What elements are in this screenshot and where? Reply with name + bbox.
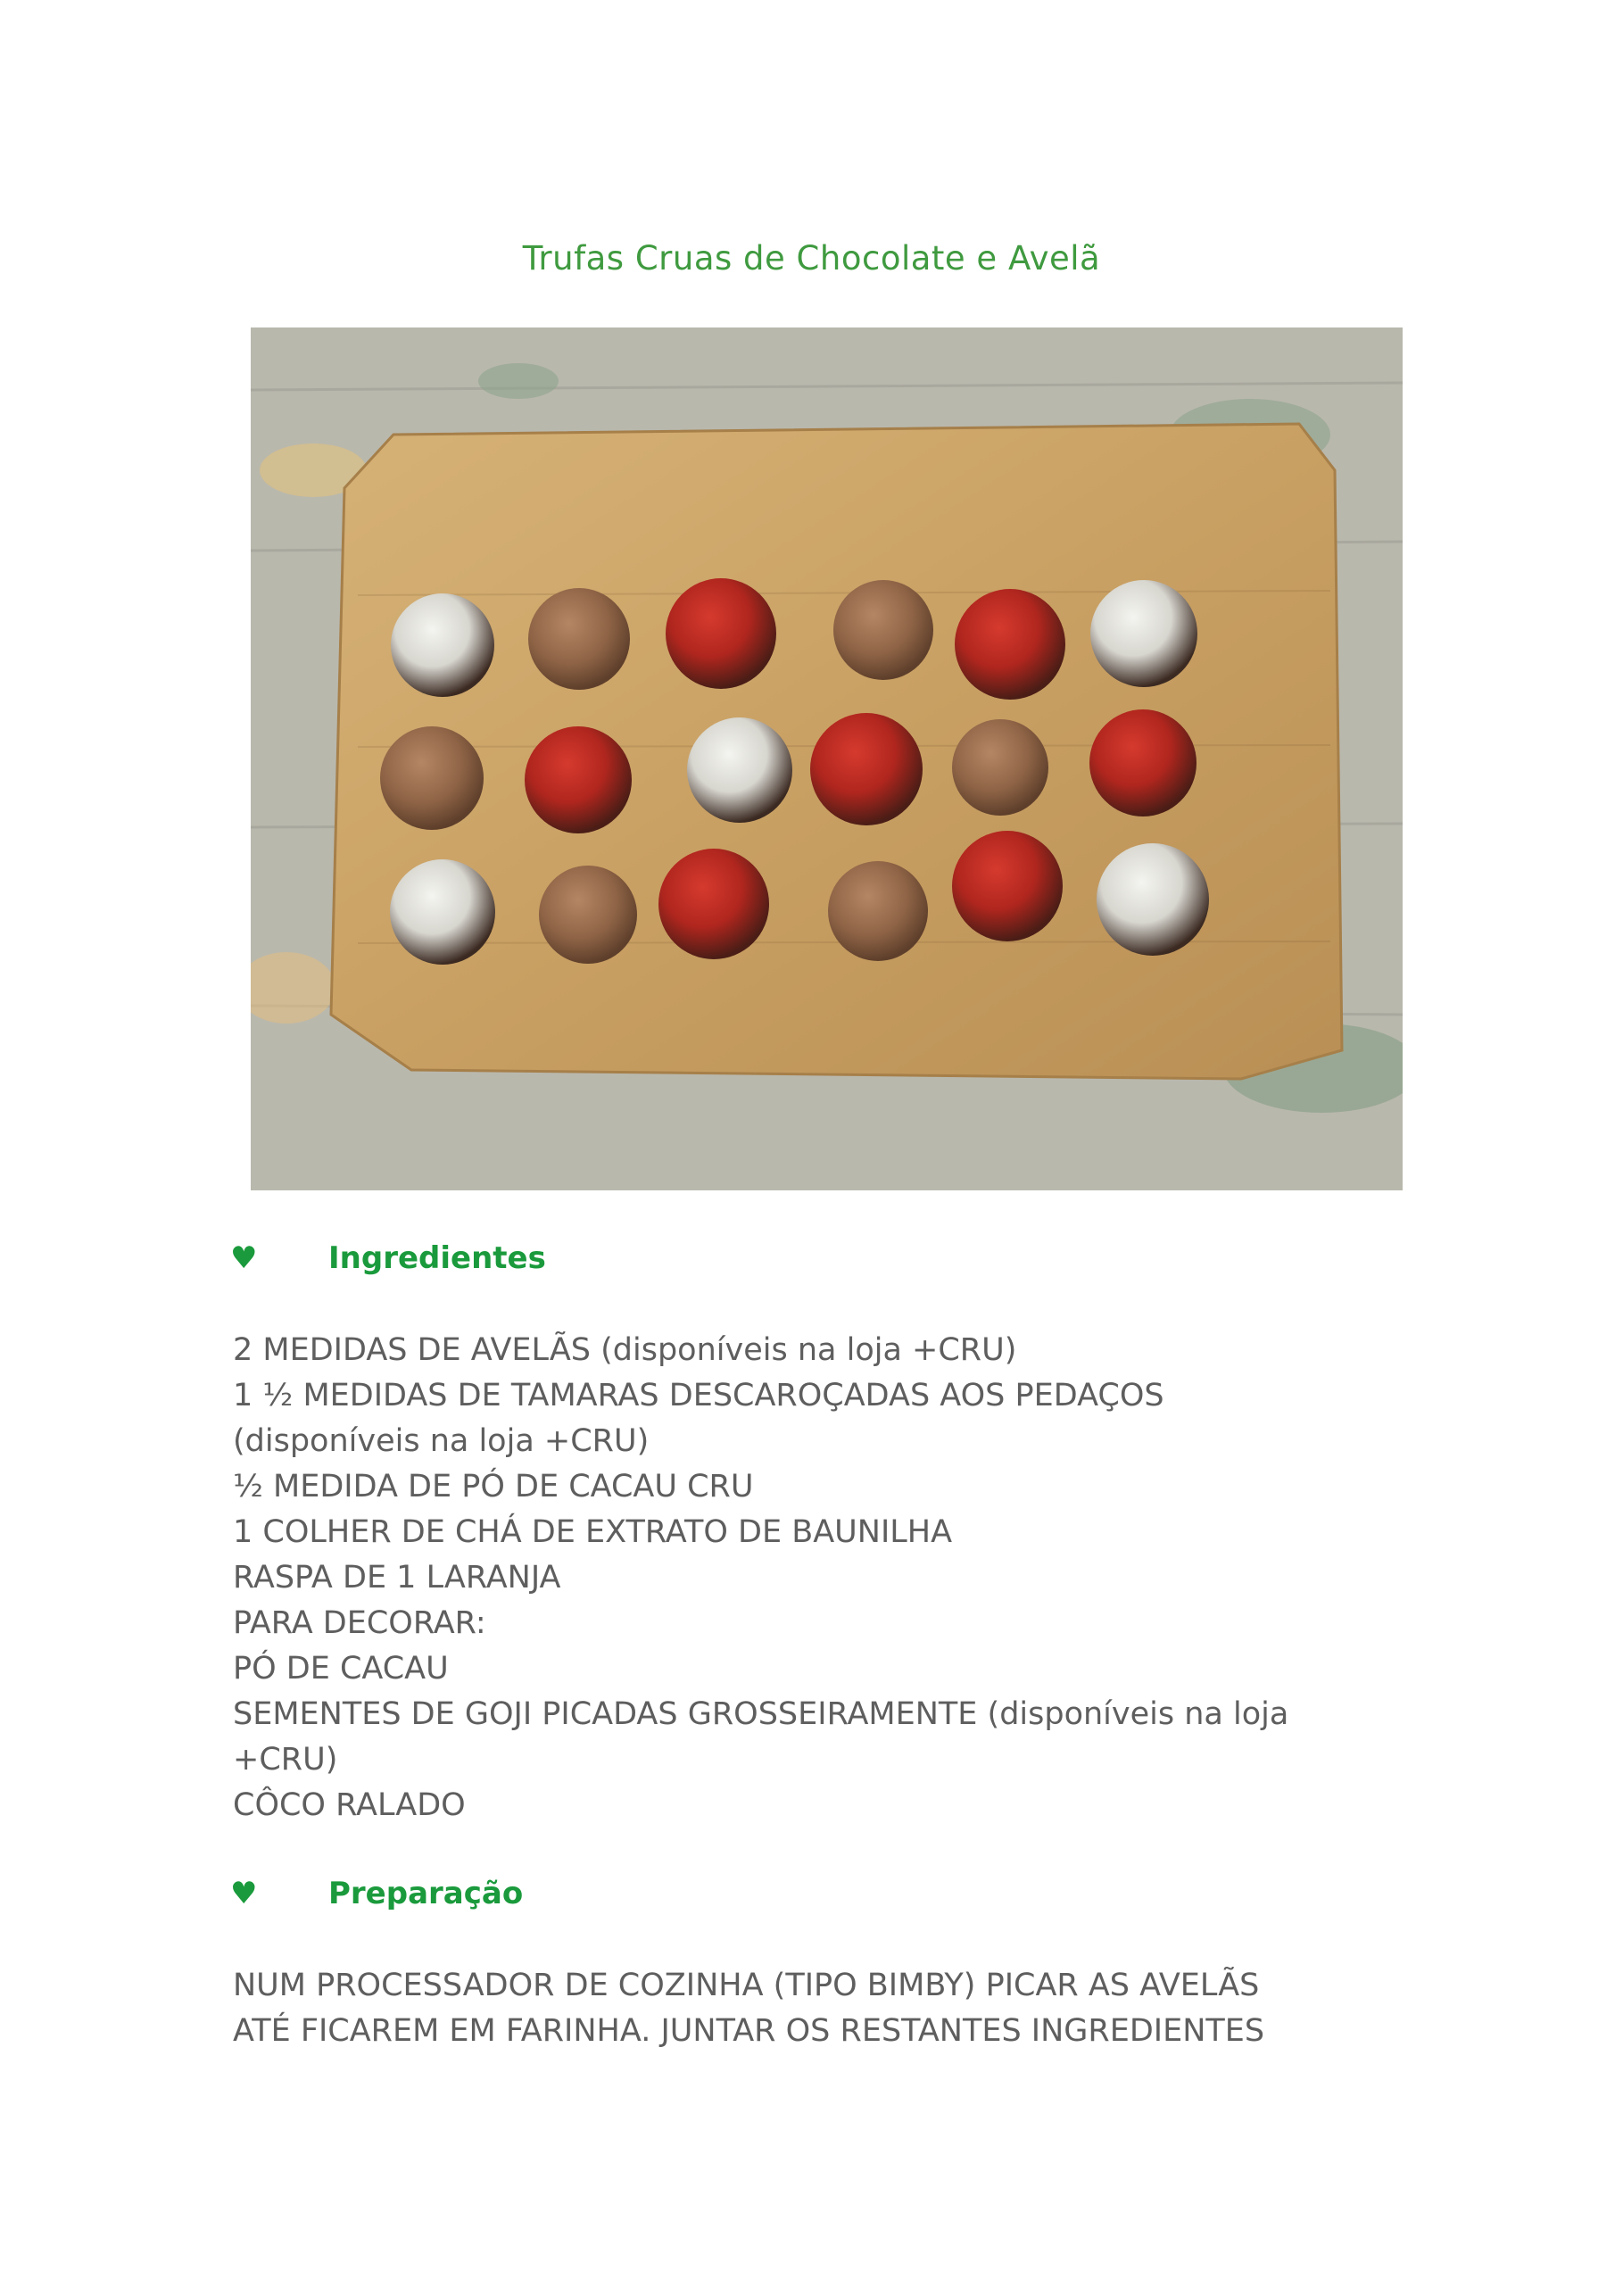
ingredient-line: 2 MEDIDAS DE AVELÃS (disponíveis na loja +CRU) <box>233 1332 1017 1368</box>
page-title: Trufas Cruas de Chocolate e Avelã <box>522 239 1101 278</box>
ingredient-line: 1 COLHER DE CHÁ DE EXTRATO DE BAUNILHA <box>233 1514 953 1550</box>
heart-icon: ♥ <box>230 1876 258 1911</box>
ingredient-line: 1 ½ MEDIDAS DE TAMARAS DESCAROÇADAS AOS PEDAÇOS <box>233 1378 1164 1413</box>
ingredients-heading <box>230 1236 546 1281</box>
ingredient-line: PÓ DE CACAU <box>233 1651 449 1687</box>
ingredient-line: +CRU) <box>233 1742 338 1778</box>
ingredients-label: Ingredientes <box>328 1240 546 1276</box>
truffles-photo <box>251 327 1403 1190</box>
preparation-line: NUM PROCESSADOR DE COZINHA (TIPO BIMBY) PICAR AS AVELÃS <box>233 1968 1260 2003</box>
preparation-heading <box>230 1871 523 1916</box>
preparation-line: ATÉ FICAREM EM FARINHA. JUNTAR OS RESTANTES INGREDIENTES <box>233 2013 1265 2049</box>
ingredient-list <box>233 1328 1393 1828</box>
preparation-label: Preparação <box>328 1876 524 1911</box>
ingredient-line: ½ MEDIDA DE PÓ DE CACAU CRU <box>233 1469 754 1504</box>
ingredient-line: CÔCO RALADO <box>233 1787 466 1823</box>
ingredient-line: (disponíveis na loja +CRU) <box>233 1423 650 1459</box>
ingredient-line: PARA DECORAR: <box>233 1605 486 1641</box>
preparation-text <box>233 1963 1393 2054</box>
heart-icon: ♥ <box>230 1240 258 1276</box>
ingredient-line: RASPA DE 1 LARANJA <box>233 1560 561 1596</box>
ingredient-line: SEMENTES DE GOJI PICADAS GROSSEIRAMENTE (disponíveis na loja <box>233 1696 1289 1732</box>
